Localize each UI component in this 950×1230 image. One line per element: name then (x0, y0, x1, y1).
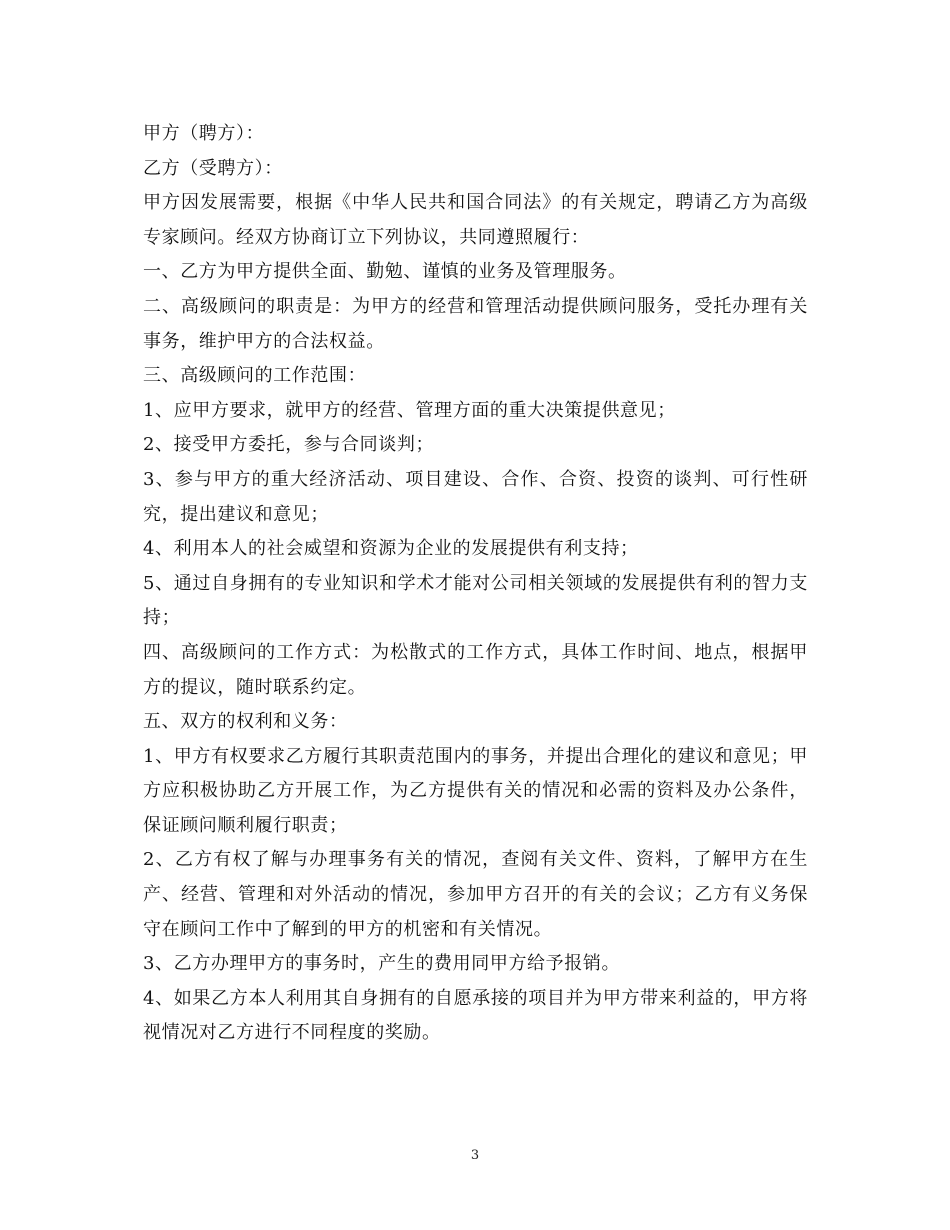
document-body (143, 117, 808, 1051)
clause-3-heading: 三、高级顾问的工作范围： (143, 365, 367, 387)
clause-5-item-2: 2、乙方有权了解与办理事务有关的情况，查阅有关文件、资料，了解甲方在生产、经营、管理和对外活动的情况，参加甲方召开的有关的会议；乙方有义务保守在顾问工作中了解到的甲方的机密和有关情况。 (143, 849, 808, 940)
clause-5-item-4: 4、如果乙方本人利用其自身拥有的自愿承接的项目并为甲方带来利益的，甲方将视情况对乙方进行不同程度的奖励。 (143, 987, 808, 1044)
preamble-paragraph: 甲方因发展需要，根据《中华人民共和国合同法》的有关规定，聘请乙方为高级专家顾问。经双方协商订立下列协议，共同遵照履行： (143, 192, 808, 248)
clause-3-item-4: 4、利用本人的社会威望和资源为企业的发展提供有利支持； (143, 538, 639, 560)
party-a-line: 甲方（聘方）： (143, 123, 265, 144)
clause-1: 一、乙方为甲方提供全面、勤勉、谨慎的业务及管理服务。 (143, 261, 627, 283)
clause-3-item-1: 1、应甲方要求，就甲方的经营、管理方面的重大决策提供意见； (143, 399, 676, 421)
clause-5-heading: 五、双方的权利和义务： (143, 711, 348, 733)
clause-5-item-3: 3、乙方办理甲方的事务时，产生的费用同甲方给予报销。 (143, 953, 621, 975)
clause-5-item-1: 1、甲方有权要求乙方履行其职责范围内的事务，并提出合理化的建议和意见；甲方应积极协助乙方开展工作，为乙方提供有关的情况和必需的资料及办公条件，保证顾问顺利履行职责； (143, 745, 808, 836)
clause-4: 四、高级顾问的工作方式：为松散式的工作方式，具体工作时间、地点，根据甲方的提议，随时联系约定。 (143, 641, 808, 698)
clause-3-item-5: 5、通过自身拥有的专业知识和学术才能对公司相关领域的发展提供有利的智力支持； (143, 572, 808, 629)
clause-3-item-2: 2、接受甲方委托，参与合同谈判； (143, 434, 435, 456)
clause-3-item-3: 3、参与甲方的重大经济活动、项目建设、合作、合资、投资的谈判、可行性研究，提出建议和意见； (143, 468, 808, 525)
page-number: 3 (470, 1148, 480, 1163)
clause-2: 二、高级顾问的职责是：为甲方的经营和管理活动提供顾问服务，受托办理有关事务，维护甲方的合法权益。 (143, 295, 808, 352)
party-b-line: 乙方（受聘方）： (143, 157, 283, 179)
